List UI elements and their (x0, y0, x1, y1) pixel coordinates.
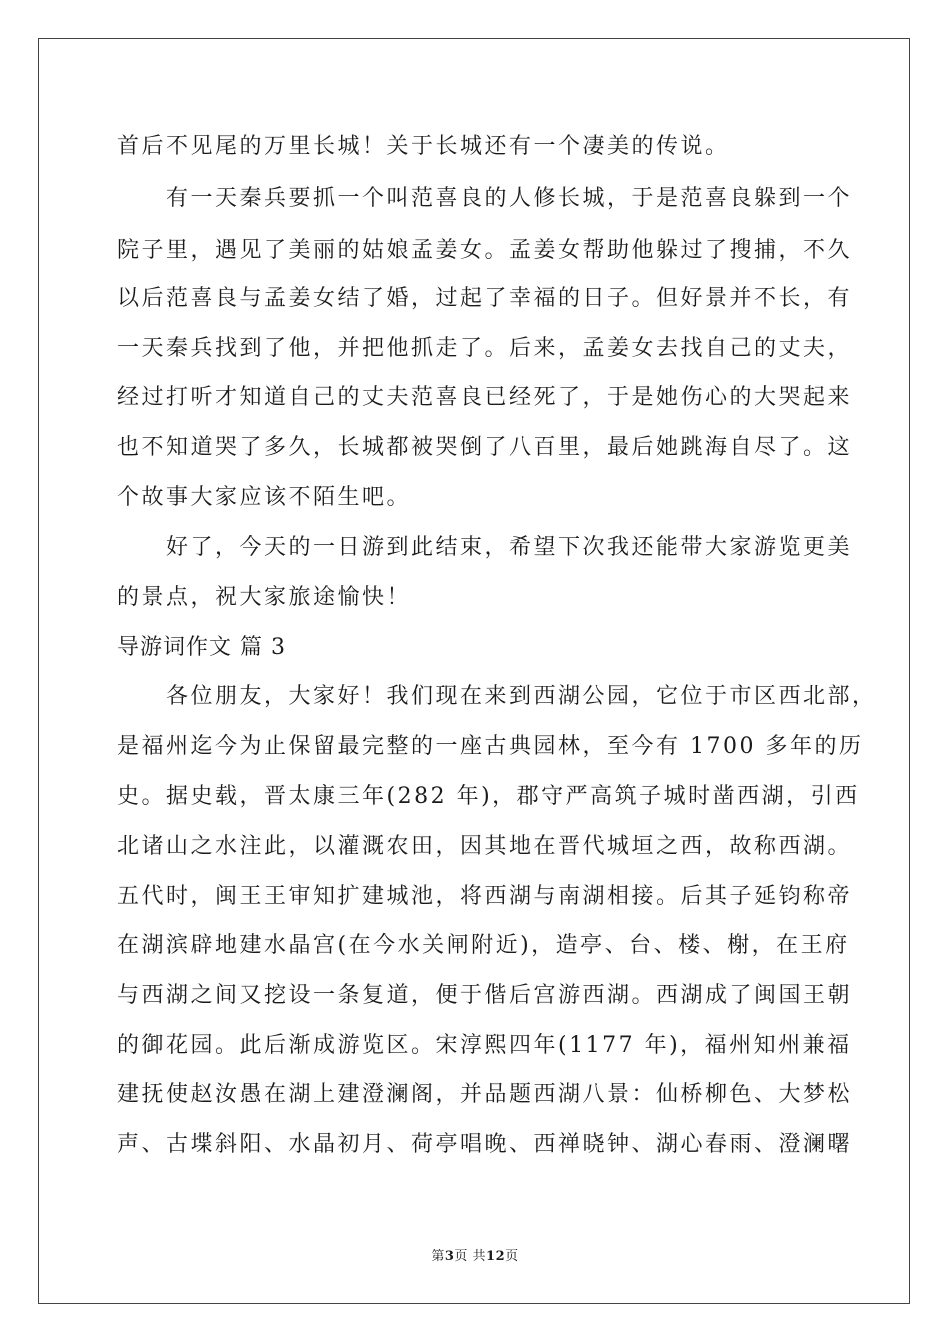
text-line: 个故事大家应该不陌生吧。 (117, 485, 412, 510)
footer-suffix: 页 (505, 1249, 519, 1264)
text-line: 五代时，闽王王审知扩建城池，将西湖与南湖相接。后其子延钧称帝 (117, 884, 853, 909)
text-line: 建抚使赵汝愚在湖上建澄澜阁，并品题西湖八景：仙桥柳色、大梦松 (117, 1082, 853, 1107)
current-page-number: 3 (444, 1249, 455, 1264)
total-pages-number: 12 (486, 1249, 506, 1264)
page-border (38, 38, 910, 1304)
footer-prefix: 第 (431, 1249, 445, 1264)
text-line: 在湖滨辟地建水晶宫(在今水关闸附近)，造亭、台、楼、榭，在王府 (117, 933, 850, 958)
text-line: 与西湖之间又挖设一条复道，便于偕后宫游西湖。西湖成了闽国王朝 (117, 983, 853, 1008)
text-line: 有一天秦兵要抓一个叫范喜良的人修长城，于是范喜良躲到一个 (117, 186, 853, 211)
text-line: 史。据史载，晋太康三年(282 年)，郡守严高筑子城时凿西湖，引西 (117, 784, 860, 809)
page-footer (0, 1248, 950, 1266)
footer-middle: 页 共 (454, 1249, 487, 1264)
text-line: 也不知道哭了多久，长城都被哭倒了八百里，最后她跳海自尽了。这 (117, 435, 853, 460)
section-heading: 导游词作文 篇 3 (117, 635, 286, 660)
text-line: 经过打听才知道自己的丈夫范喜良已经死了，于是她伤心的大哭起来 (117, 385, 853, 410)
text-line: 各位朋友，大家好！我们现在来到西湖公园，它位于市区西北部， (117, 684, 877, 709)
text-line: 的景点，祝大家旅途愉快！ (117, 585, 412, 610)
text-line: 一天秦兵找到了他，并把他抓走了。后来，孟姜女去找自己的丈夫， (117, 336, 853, 361)
text-line: 以后范喜良与孟姜女结了婚，过起了幸福的日子。但好景并不长，有 (117, 286, 853, 311)
text-line: 院子里，遇见了美丽的姑娘孟姜女。孟姜女帮助他躲过了搜捕，不久 (117, 238, 853, 263)
text-line: 北诸山之水注此，以灌溉农田，因其地在晋代城垣之西，故称西湖。 (117, 834, 853, 859)
text-line: 声、古堞斜阳、水晶初月、荷亭唱晚、西禅晓钟、湖心春雨、澄澜曙 (117, 1132, 853, 1157)
text-line: 是福州迄今为止保留最完整的一座古典园林，至今有 1700 多年的历 (117, 734, 864, 759)
text-line: 的御花园。此后渐成游览区。宋淳熙四年(1177 年)，福州知州兼福 (117, 1033, 852, 1058)
text-line: 好了，今天的一日游到此结束，希望下次我还能带大家游览更美 (117, 535, 853, 560)
text-line: 首后不见尾的万里长城！关于长城还有一个凄美的传说。 (117, 134, 730, 159)
